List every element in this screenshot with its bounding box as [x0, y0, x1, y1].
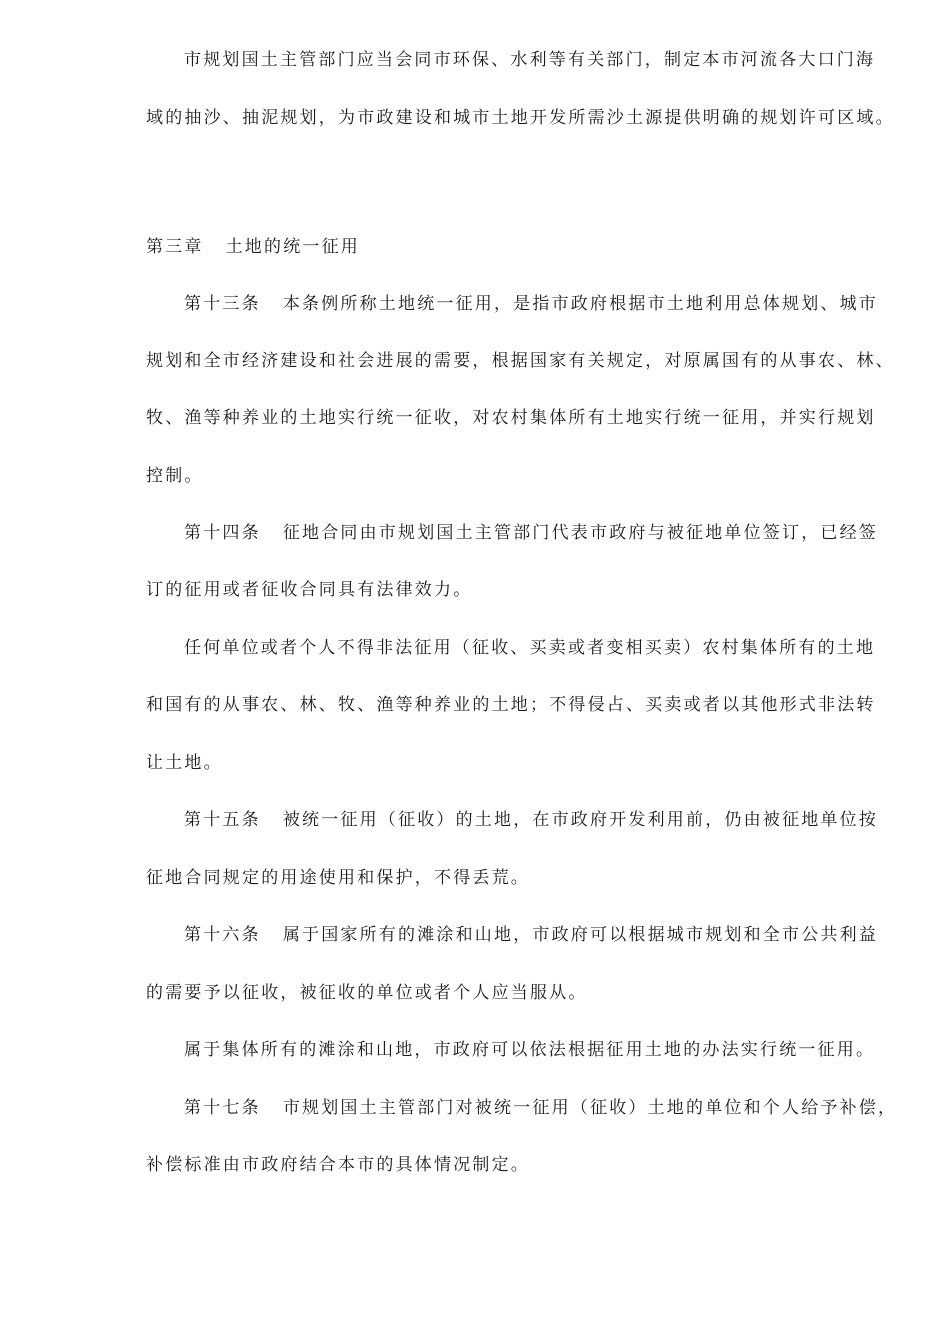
article-text: 属于国家所有的滩涂和山地，市政府可以根据城市规划和全市公共利益 — [282, 925, 879, 945]
article-13-line — [184, 292, 886, 316]
paragraph-line: 补偿标准由市政府结合本市的具体情况制定。 — [146, 1155, 530, 1175]
paragraph-line: 让土地。 — [146, 753, 223, 773]
article-16-line — [184, 923, 886, 947]
paragraph-line: 市规划国土主管部门应当会同市环保、水利等有关部门，制定本市河流各大口门海 — [184, 50, 876, 70]
paragraph-line: 规划和全市经济建设和社会进展的需要，根据国家有关规定，对原属国有的从事农、林、 — [146, 351, 895, 371]
paragraph-line: 属于集体所有的滩涂和山地，市政府可以依法根据征用土地的办法实行统一征用。 — [184, 1040, 876, 1060]
article-17-line — [184, 1096, 898, 1120]
article-text: 本条例所称土地统一征用，是指市政府根据市土地利用总体规划、城市 — [282, 294, 879, 314]
chapter-title: 土地的统一征用 — [225, 237, 361, 257]
chapter-heading — [146, 235, 886, 259]
paragraph-line: 订的征用或者征收合同具有法律效力。 — [146, 580, 473, 600]
paragraph-line: 征地合同规定的用途使用和保护，不得丢荒。 — [146, 868, 530, 888]
paragraph-line: 控制。 — [146, 466, 204, 486]
article-15-line — [184, 808, 886, 832]
article-text: 市规划国土主管部门对被统一征用（征收）土地的单位和个人给予补偿， — [282, 1098, 898, 1118]
paragraph-line: 牧、渔等种养业的土地实行统一征收，对农村集体所有土地实行统一征用，并实行规划 — [146, 408, 876, 428]
article-label: 第十四条 — [184, 523, 261, 543]
article-label: 第十三条 — [184, 294, 261, 314]
article-text: 被统一征用（征收）的土地，在市政府开发利用前，仍由被征地单位按 — [282, 810, 879, 830]
paragraph-line: 域的抽沙、抽泥规划，为市政建设和城市土地开发所需沙土源提供明确的规划许可区域。 — [146, 108, 895, 128]
article-label: 第十五条 — [184, 810, 261, 830]
paragraph-line: 和国有的从事农、林、牧、渔等种养业的土地；不得侵占、买卖或者以其他形式非法转 — [146, 695, 876, 715]
article-label: 第十六条 — [184, 925, 261, 945]
chapter-number: 第三章 — [146, 237, 204, 257]
article-14-line — [184, 521, 886, 545]
paragraph-line: 的需要予以征收，被征收的单位或者个人应当服从。 — [146, 983, 588, 1003]
article-text: 征地合同由市规划国土主管部门代表市政府与被征地单位签订，已经签 — [282, 523, 879, 543]
article-label: 第十七条 — [184, 1098, 261, 1118]
paragraph-line: 任何单位或者个人不得非法征用（征收、买卖或者变相买卖）农村集体所有的土地 — [184, 638, 876, 658]
